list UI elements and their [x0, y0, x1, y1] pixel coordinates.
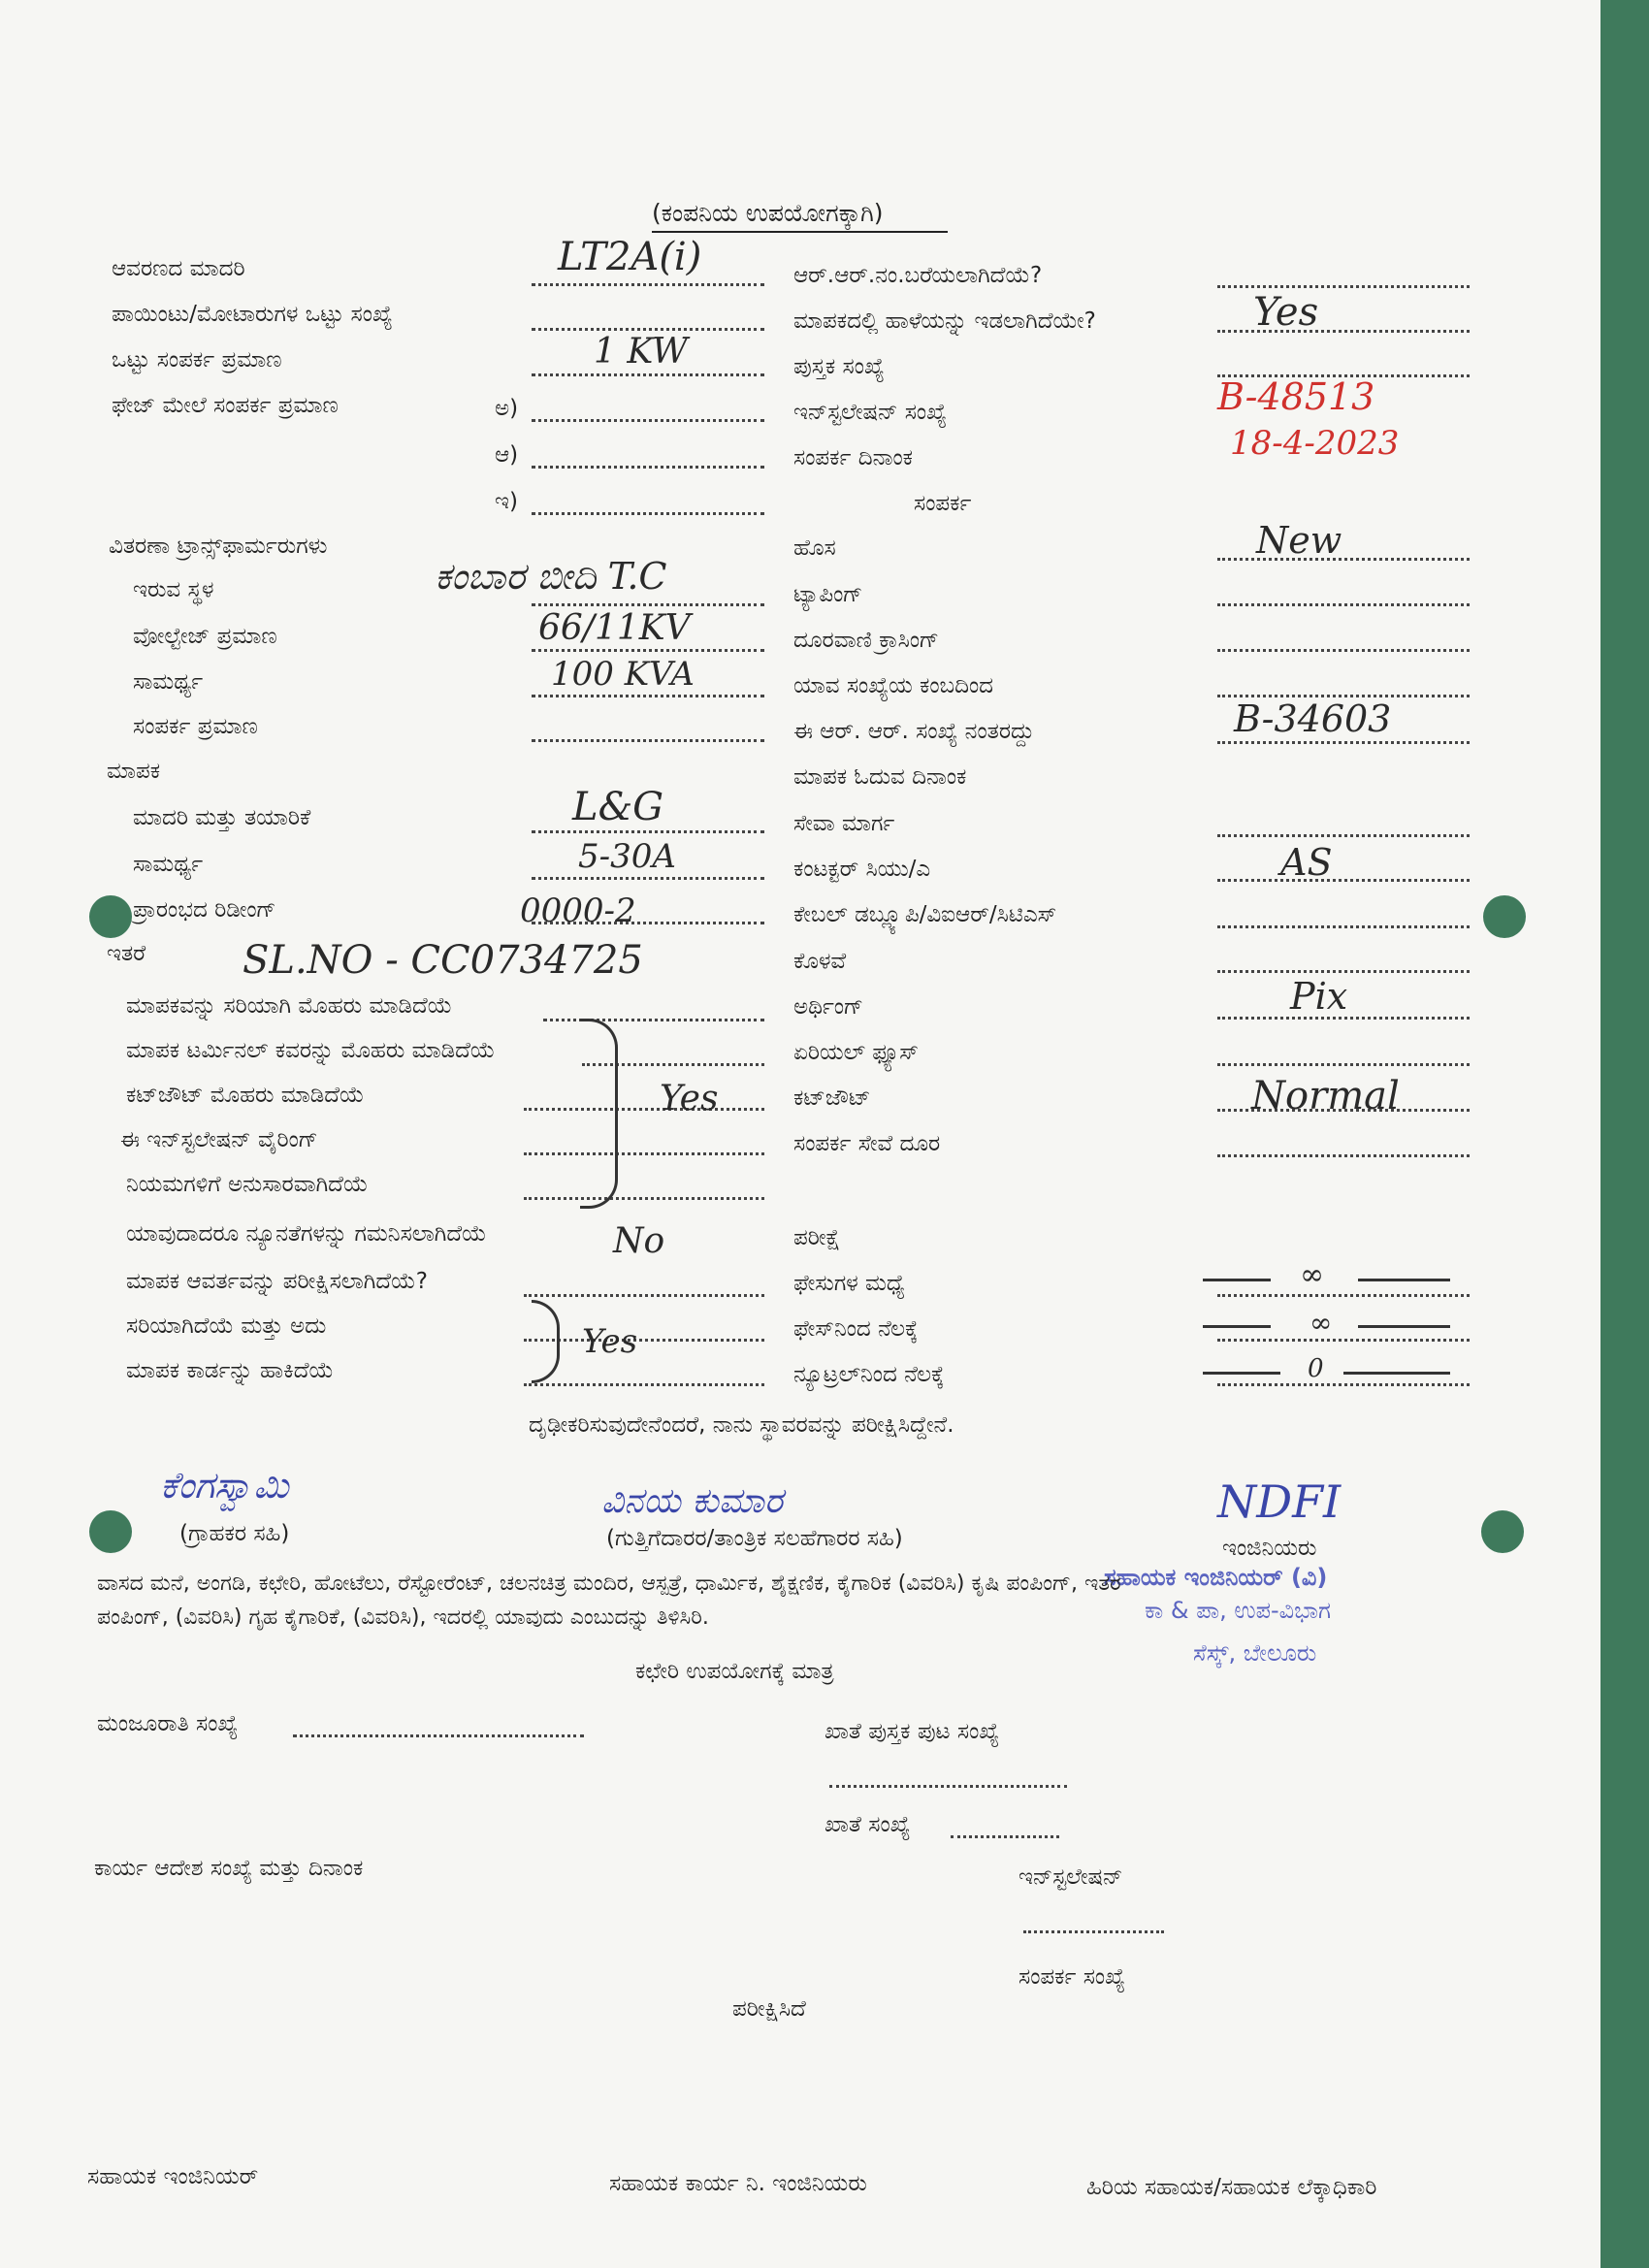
contractor-sign-label: (ಗುತ್ತಿಗೆದಾರರ/ತಾಂತ್ರಿಕ ಸಲಹೆಗಾರರ ಸಹಿ) [606, 1526, 903, 1551]
label-contractor: ಕಂಟಕ್ಟರ್ ಸಿಯು/ಎ [793, 857, 931, 882]
dash [1343, 1372, 1450, 1375]
consumer-signature: ಕೆಂಗಸ್ವಾಮಿ [160, 1464, 289, 1507]
certification-text: ದೃಢೀಕರಿಸುವುದೇನೆಂದರೆ, ನಾನು ಸ್ಥಾವರವನ್ನು ಪರೀಕ್ಷಿಸಿದ್ದೇನೆ. [529, 1412, 954, 1438]
label-service-distance: ಸಂಪರ್ಕ ಸೇವೆ ದೂರ [793, 1131, 941, 1156]
hw-cutout: Normal [1251, 1074, 1400, 1118]
hw-location: ಕಂಬಾರ ಬೀದಿ T.C [435, 555, 667, 598]
label-ledger-page: ಖಾತೆ ಪುಸ್ತಕ ಪುಟ ಸಂಖ್ಯೆ [824, 1719, 1000, 1744]
footer-right: ಹಿರಿಯ ಸಹಾಯಕ/ಸಹಾಯಕ ಲೆಕ್ಕಾಧಿಕಾರಿ [1086, 2175, 1377, 2200]
brace-2 [532, 1300, 560, 1383]
label-installation-no: ಇನ್‌ಸ್ಟಲೇಷನ್ ಸಂಖ್ಯೆ [793, 400, 947, 425]
label-test: ಪರೀಕ್ಷೆ [793, 1225, 841, 1250]
label-defects: ಯಾವುದಾದರೂ ನ್ಯೂನತೆಗಳನ್ನು ಗಮನಿಸಲಾಗಿದೆಯೆ [126, 1221, 487, 1247]
brace-1 [580, 1019, 618, 1209]
label-aerial-fuse: ಏರಿಯಲ್ ಫ್ಯೂಸ್ [793, 1040, 919, 1065]
label-meter-on: ಮಾಪಕದಲ್ಲಿ ಹಾಳೆಯನ್ನು ಇಡಲಾಗಿದೆಯೇ? [793, 308, 1096, 334]
label-phase-earth: ಫೇಸ್‌ನಿಂದ ನೆಲಕ್ಕೆ [793, 1316, 919, 1342]
title-underline [652, 231, 948, 233]
hw-after-rr: B-34603 [1234, 697, 1392, 740]
label-rr-written: ಆರ್.ಆರ್.ನಂ.ಬರೆಯಲಾಗಿದೆಯೆ? [793, 263, 1043, 288]
dotline [532, 328, 764, 331]
hw-earthing: Pix [1290, 975, 1348, 1018]
dotline [524, 1383, 764, 1386]
label-others: ಇತರೆ [107, 941, 146, 966]
dotline [532, 419, 764, 422]
dotline [1217, 741, 1470, 744]
label-sub-c: ಇ) [495, 489, 518, 514]
dotline [1217, 1154, 1470, 1157]
consumer-sign-label: (ಗ್ರಾಹಕರ ಸಹಿ) [179, 1521, 290, 1546]
stamp-line1: ಸಹಾಯಕ ಇಂಜಿನಿಯರ್ (ವಿ) [1104, 1564, 1328, 1591]
label-book-no: ಪುಸ್ತಕ ಸಂಖ್ಯೆ [793, 354, 885, 379]
dotline [524, 1294, 764, 1297]
dotline [524, 1152, 764, 1155]
label-connection-date: ಸಂಪರ್ಕ ದಿನಾಂಕ [793, 445, 914, 470]
label-pole-no: ಯಾವ ಸಂಖ್ಯೆಯ ಕಂಬದಿಂದ [793, 673, 994, 698]
dotline [524, 1108, 764, 1111]
dotline [532, 283, 764, 286]
punch-hole [89, 1510, 132, 1553]
label-reading-date: ಮಾಪಕ ಓದುವ ದಿನಾಂಕ [793, 764, 967, 790]
dash [1203, 1372, 1280, 1375]
label-tapping: ಟ್ಯಾಪಿಂಗ್ [793, 582, 863, 607]
label-wiring: ಈ ಇನ್‌ಸ್ಟಲೇಷನ್ ವೈರಿಂಗ್ [120, 1127, 318, 1152]
label-total-load: ಒಟ್ಟು ಸಂಪರ್ಕ ಪ್ರಮಾಣ [112, 347, 282, 373]
engineer-signature: NDFI [1217, 1475, 1342, 1528]
label-service-route: ಸೇವಾ ಮಾರ್ಗ [793, 811, 895, 836]
label-sanction-no: ಮಂಜೂರಾತಿ ಸಂಖ್ಯೆ [97, 1711, 239, 1736]
hw-initial-reading: 0000-2 [520, 891, 636, 930]
dotline [1217, 970, 1470, 973]
label-terminal-sealed: ಮಾಪಕ ಟರ್ಮಿನಲ್ ಕವರನ್ನು ಮೊಹರು ಮಾಡಿದೆಯೆ [126, 1038, 496, 1063]
dotline [293, 1734, 584, 1737]
dotline [532, 466, 764, 469]
contractor-signature: ವಿನಯ ಕುಮಾರ [601, 1481, 783, 1521]
dotline [1217, 879, 1470, 882]
punch-hole [1481, 1510, 1524, 1553]
label-sealed: ಮಾಪಕವನ್ನು ಸರಿಯಾಗಿ ಮೊಹರು ಮಾಡಿದೆಯೆ [126, 993, 453, 1019]
dash [1358, 1325, 1450, 1328]
dash [1203, 1279, 1271, 1281]
hw-between-phases: ∞ [1300, 1258, 1324, 1292]
label-correct: ಸರಿಯಾಗಿದೆಯೆ ಮತ್ತು ಅದು [126, 1313, 327, 1339]
label-location: ಇರುವ ಸ್ಥಳ [133, 577, 214, 602]
dotline [1217, 1063, 1470, 1066]
engineer-sign-label: ಇಂಜಿನಿಯರು [1222, 1536, 1317, 1561]
footer-left: ಸಹಾಯಕ ಇಂಜಿನಿಯರ್ [87, 2164, 259, 2189]
hw-make: L&G [572, 785, 664, 829]
label-sub-a: ಅ) [495, 396, 519, 421]
office-title: ಕಛೇರಿ ಉಪಯೋಗಕ್ಕೆ ಮಾತ್ರ [635, 1659, 834, 1684]
stamp-line3: ಸೆಸ್ಕ್, ಬೇಲೂರು [1193, 1639, 1317, 1667]
label-checked: ಪರೀಕ್ಷಿಸಿದೆ [732, 1996, 806, 2022]
label-sub-b: ಆ) [495, 442, 519, 468]
dotline [1217, 925, 1470, 928]
dotline [532, 649, 764, 652]
hw-defects: No [613, 1221, 665, 1261]
label-initial-reading: ಪ್ರಾರಂಭದ ರಿಡೀಂಗ್ [133, 897, 276, 923]
punch-hole [89, 895, 132, 938]
label-transformers: ವಿತರಣಾ ಟ್ರಾನ್ಸ್‌ಫಾರ್ಮರುಗಳು [109, 534, 328, 559]
dotline [951, 1835, 1059, 1838]
label-points: ಪಾಯಿಂಟು/ಮೋಟಾರುಗಳ ಒಟ್ಟು ಸಂಖ್ಯೆ [112, 302, 393, 327]
label-meter-capacity: ಸಾಮರ್ಥ್ಯ [133, 852, 204, 877]
hw-connection-date: 18-4-2023 [1230, 424, 1400, 463]
dotline [1217, 1383, 1470, 1386]
dotline [1217, 834, 1470, 837]
dotline [524, 1197, 764, 1200]
dotline [1217, 603, 1470, 606]
label-cutout-sealed: ಕಟ್‌ಜೌಟ್ ಮೊಹರು ಮಾಡಿದೆಯೆ [126, 1083, 365, 1108]
label-installation: ಇನ್‌ಸ್ಟಲೇಷನ್ [1018, 1864, 1123, 1890]
hw-voltage: 66/11KV [538, 608, 691, 648]
dotline [829, 1785, 1067, 1788]
form-title: (ಕಂಪನಿಯ ಉಪಯೋಗಕ್ಕಾಗಿ) [652, 199, 884, 227]
dotline [1217, 558, 1470, 561]
dotline [532, 877, 764, 880]
dotline [532, 512, 764, 515]
dotline [532, 739, 764, 742]
label-distance: ದೂರವಾಣಿ ಕ್ರಾಸಿಂಗ್ [793, 628, 939, 653]
hw-contractor: AS [1280, 841, 1333, 884]
label-avaranada-madari: ಆವರಣದ ಮಾದರಿ [112, 256, 245, 281]
dotline [1217, 1294, 1470, 1297]
label-rules: ನಿಯಮಗಳಿಗೆ ಅನುಸಾರವಾಗಿದೆಯೆ [126, 1172, 369, 1197]
dotline [532, 373, 764, 376]
dotline [1023, 1930, 1164, 1933]
label-work-order: ಕಾರ್ಯ ಆದೇಶ ಸಂಖ್ಯೆ ಮತ್ತು ದಿನಾಂಕ [94, 1856, 364, 1881]
label-earthing: ಅರ್ಥಿಂಗ್ [793, 994, 864, 1020]
label-connection: ಸಂಪರ್ಕ [914, 491, 972, 516]
dotline [543, 1019, 764, 1021]
dotline [532, 695, 764, 697]
footer-center: ಸಹಾಯಕ ಕಾರ್ಯ ನಿ. ಇಂಜಿನಿಯರು [609, 2171, 867, 2196]
hw-others: SL.NO - CC0734725 [242, 938, 643, 983]
label-cutout: ಕಟ್‌ಜೌಟ್ [793, 1085, 871, 1111]
dash [1358, 1279, 1450, 1281]
label-connection-no: ಸಂಪರ್ಕ ಸಂಖ್ಯೆ [1018, 1964, 1125, 1990]
label-between-phases: ಫೇಸುಗಳ ಮಧ್ಯೆ [793, 1271, 905, 1296]
label-neutral-earth: ನ್ಯೂಟ್ರಲ್‌ನಿಂದ ನೆಲಕ್ಕೆ [793, 1362, 945, 1387]
punch-hole [1483, 895, 1526, 938]
purpose-note-line2: ಪಂಪಿಂಗ್, (ವಿವರಿಸಿ) ಗೃಹ ಕೈಗಾರಿಕೆ, (ವಿವರಿಸಿ), ಇದರಲ್ಲಿ ಯಾವುದು ಎಂಬುದನ್ನು ತಿಳಿಸಿರಿ. [97, 1605, 709, 1630]
dotline [1217, 1339, 1470, 1342]
label-pipe: ಕೊಳವೆ [793, 949, 847, 974]
label-new: ಹೊಸ [793, 535, 836, 561]
hw-meter-on: Yes [1253, 290, 1319, 335]
dotline [1217, 649, 1470, 652]
hw-brace-yes: Yes [660, 1079, 719, 1118]
label-capacity: ಸಾಮರ್ಥ್ಯ [133, 669, 204, 695]
dash [1203, 1325, 1271, 1328]
dotline [532, 603, 764, 606]
purpose-note-line1: ವಾಸದ ಮನೆ, ಅಂಗಡಿ, ಕಛೇರಿ, ಹೋಟೆಲು, ರೆಸ್ಟೋರೆಂಟ್, ಚಲನಚಿತ್ರ ಮಂದಿರ, ಆಸ್ಪತ್ರೆ, ಧಾರ್ಮಿಕ, ಶೈಕ್ಷಣಿಕ, ಕೈಗಾರಿಕ (ವಿವರಿಸಿ) ಕೃಷಿ ಪಂಪಿಂಗ್, ಇತರ [97, 1571, 1121, 1596]
dotline [524, 1339, 764, 1342]
hw-capacity: 100 KVA [551, 655, 695, 694]
label-phase-load: ಫೇಜ್ ಮೇಲೆ ಸಂಪರ್ಕ ಪ್ರಮಾಣ [112, 393, 339, 418]
label-connected-load: ಸಂಪರ್ಕ ಪ್ರಮಾಣ [133, 714, 258, 739]
label-card: ಮಾಪಕ ಕಾರ್ಡನ್ನು ಹಾಕಿದೆಯೆ [126, 1358, 335, 1383]
hw-installation-no: B-48513 [1217, 375, 1375, 418]
stamp-line2: ಕಾ & ಪಾ, ಉಪ-ವಿಭಾಗ [1145, 1597, 1331, 1624]
dotline [532, 830, 764, 833]
hw-phase-earth: ∞ [1310, 1307, 1333, 1339]
label-make: ಮಾದರಿ ಮತ್ತು ತಯಾರಿಕೆ [133, 805, 311, 830]
hw-meter-capacity: 5-30A [578, 837, 676, 876]
hw-avaranada-madari: LT2A(i) [558, 235, 702, 279]
label-after-rr: ಈ ಆರ್. ಆರ್. ಸಂಖ್ಯೆ ನಂತರದ್ದು [793, 719, 1035, 744]
hw-neutral-earth: 0 [1308, 1354, 1324, 1383]
hw-new: New [1256, 519, 1342, 562]
label-rotation: ಮಾಪಕ ಆವರ್ತವನ್ನು ಪರೀಕ್ಷಿಸಲಾಗಿದೆಯೆ? [126, 1269, 428, 1294]
label-voltage: ವೋಲ್ಟೇಜ್ ಪ್ರಮಾಣ [133, 624, 277, 649]
hw-total-load: 1 KW [594, 332, 688, 372]
label-account-no: ಖಾತೆ ಸಂಖ್ಯೆ [824, 1812, 911, 1837]
dotline [1217, 285, 1470, 288]
hw-brace2-yes: Yes [582, 1322, 638, 1361]
label-meter: ಮಾಪಕ [107, 759, 161, 784]
label-cable: ಕೇಬಲ್ ಡಬ್ಲ್ಯೂಪಿ/ವಿಐಆರ್/ಸಿಟಿಎಸ್ [793, 902, 1057, 927]
